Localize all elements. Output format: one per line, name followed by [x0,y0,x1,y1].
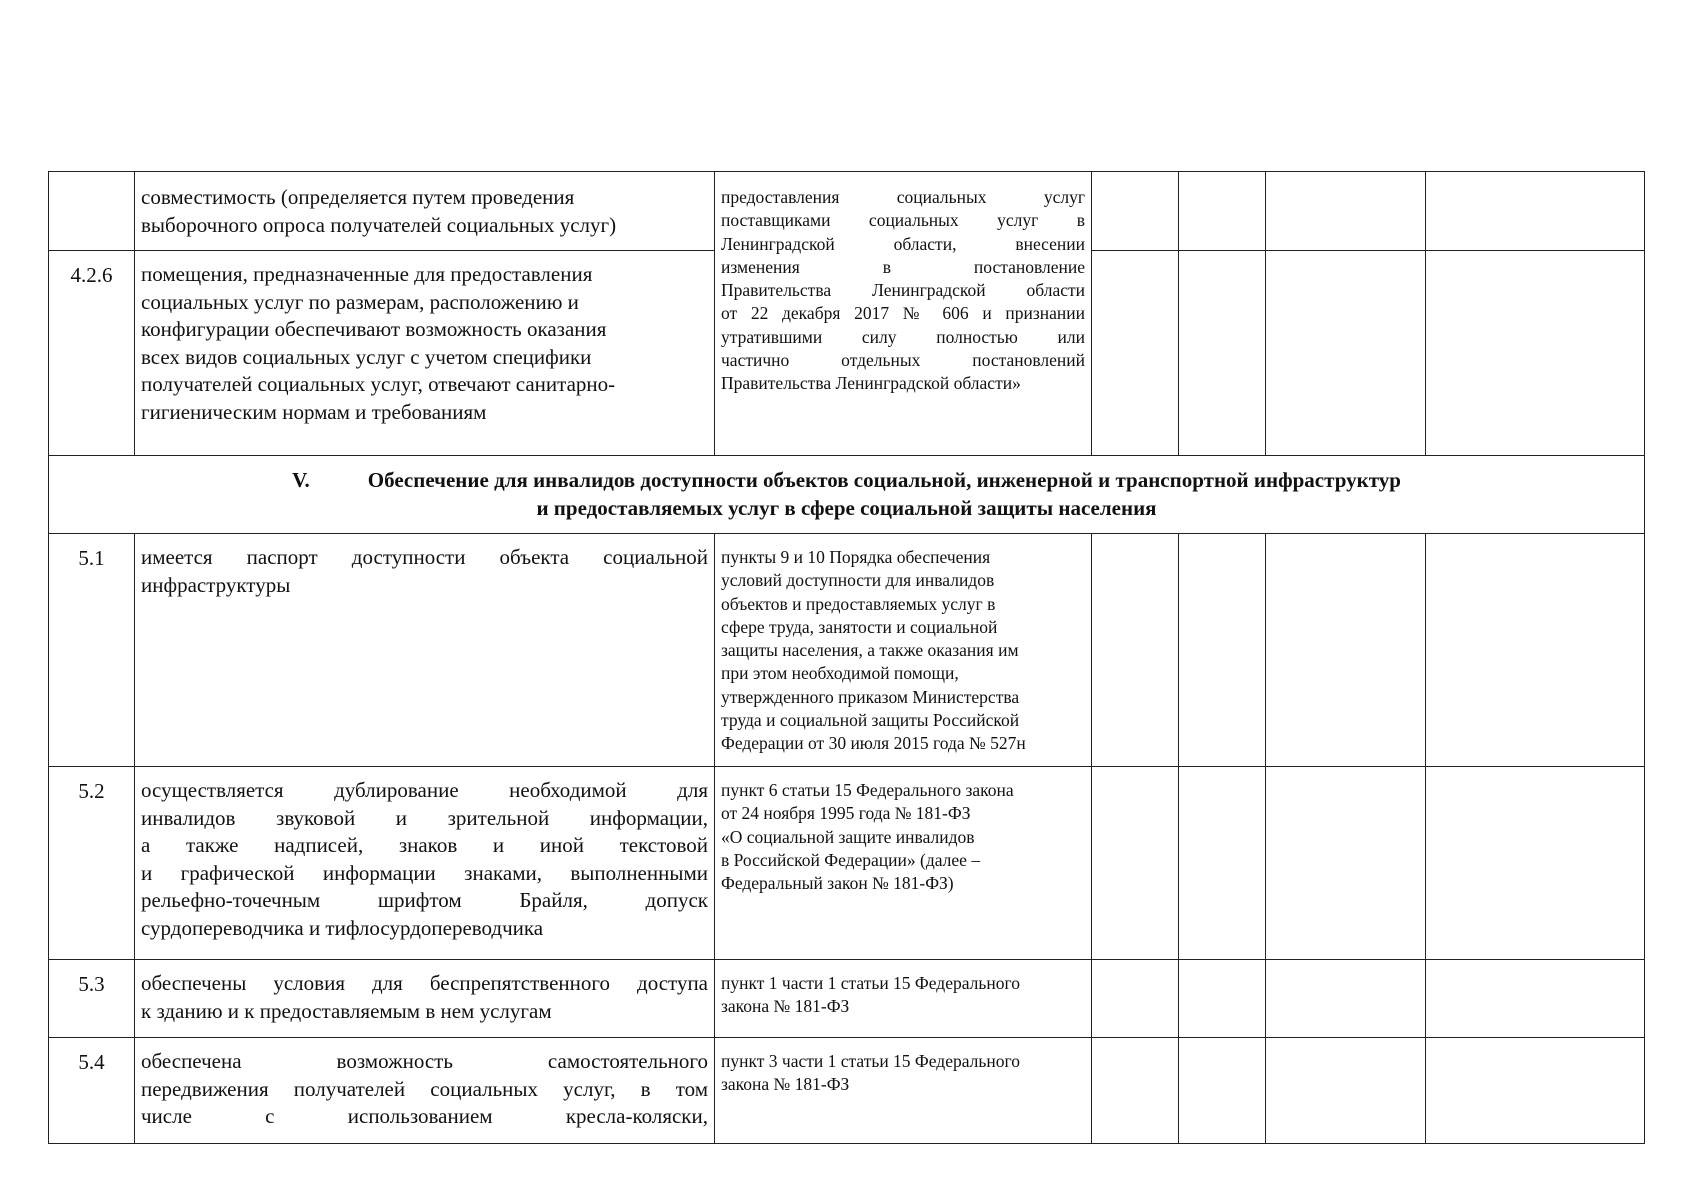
text-line: инвалидов звуковой и зрительной информации, [141,805,708,830]
text-line: от 22 декабря 2017 № 606 и признании [721,303,1085,324]
text-line: осуществляется дублирование необходимой для [141,778,708,802]
text-line: передвижения получателей социальных услуг, в том [141,1076,708,1101]
text-line: сфере труда, занятости и социальной [721,616,998,637]
section-title-line-1 [55,466,1638,494]
empty-cell [1179,960,1266,1038]
empty-cell [1179,1038,1266,1144]
empty-cell [1426,251,1645,456]
text-line: пункты 9 и 10 Порядка обеспечения [721,547,991,567]
text-line: обеспечены условия для беспрепятственного доступа [141,971,708,995]
item-number-cell: 5.3 [49,960,135,1038]
requirement-cell [135,172,715,251]
section-heading [49,456,1645,534]
table-row [49,534,1645,767]
text-line: пункт 3 части 1 статьи 15 Федерального [721,1051,1020,1071]
text-line: получателей социальных услуг, отвечают санитарно- [141,372,616,396]
text-line: выборочного опроса получателей социальных услуг) [141,212,617,237]
text-line: гигиеническим нормам и требованиям [141,399,487,424]
empty-cell [1266,1038,1426,1144]
table-row [49,960,1645,1038]
empty-cell [1092,534,1179,767]
item-number-cell: 5.4 [49,1038,135,1144]
empty-cell [1426,172,1645,251]
text-line: Федеральный закон № 181-ФЗ) [721,873,954,894]
text-line: предоставления социальных услуг [721,187,1085,207]
requirement-cell [135,251,715,456]
text-line: рельефно-точечным шрифтом Брайля, допуск [141,888,708,912]
section-header-row [49,456,1645,534]
requirement-cell [135,960,715,1038]
empty-cell [1092,172,1179,251]
empty-cell [1092,960,1179,1038]
text-line: имеется паспорт доступности объекта социальной [141,545,708,569]
text-line: пункт 6 статьи 15 Федерального закона [721,780,1014,800]
text-line: условий доступности для инвалидов [721,570,995,591]
empty-cell [1179,534,1266,767]
text-line: пункт 1 части 1 статьи 15 Федерального [721,973,1020,993]
checklist-table [48,171,1645,1144]
text-line: социальных услуг по размерам, расположению и [141,289,579,314]
empty-cell [1426,767,1645,960]
text-line: всех видов социальных услуг с учетом специфики [141,344,592,369]
text-line: числе с использованием кресла-коляски, [141,1104,708,1128]
text-line: обеспечена возможность самостоятельного [141,1049,708,1073]
empty-cell [1426,534,1645,767]
text-line: утратившими силу полностью или [721,326,1085,347]
text-line: закона № 181-ФЗ [721,996,850,1017]
empty-cell [1266,960,1426,1038]
section-title: Обеспечение для инвалидов доступности объектов социальной, инженерной и транспортной инфраструктур [367,468,1401,492]
text-line: утвержденного приказом Министерства [721,686,1020,707]
empty-cell [1266,767,1426,960]
text-line: Ленинградской области, внесении [721,233,1085,254]
table-row [49,172,1645,251]
text-line: при этом необходимой помощи, [721,663,959,684]
text-line: совместимость (определяется путем проведения [141,185,575,209]
empty-cell [1092,251,1179,456]
empty-cell [1426,1038,1645,1144]
item-number-cell: 5.1 [49,534,135,767]
reference-cell [715,172,1092,456]
empty-cell [1426,960,1645,1038]
text-line: инфраструктуры [141,572,291,597]
section-title-line-2: и предоставляемых услуг в сфере социальной защиты населения [536,496,1157,520]
text-line: сурдопереводчика и тифлосурдопереводчика [141,915,544,940]
requirement-cell [135,767,715,960]
empty-cell [1179,767,1266,960]
reference-cell [715,1038,1092,1144]
text-line: частично отдельных постановлений [721,350,1085,371]
empty-cell [1092,1038,1179,1144]
section-number: V. [292,468,310,492]
text-line: а также надписей, знаков и иной текстовой [141,833,708,857]
text-line: поставщиками социальных услуг в [721,210,1085,231]
empty-cell [1092,767,1179,960]
empty-cell [1266,172,1426,251]
requirement-cell [135,534,715,767]
item-number-cell [49,172,135,251]
reference-cell [715,767,1092,960]
text-line: объектов и предоставляемых услуг в [721,593,996,614]
text-line: труда и социальной защиты Российской [721,710,1020,731]
empty-cell [1266,251,1426,456]
text-line: Правительства Ленинградской области [721,280,1085,301]
reference-cell [715,534,1092,767]
text-line: к зданию и к предоставляемым в нем услугам [141,998,552,1023]
empty-cell [1266,534,1426,767]
text-line: Правительства Ленинградской области» [721,373,1021,394]
text-line: в Российской Федерации» (далее – [721,849,981,870]
text-line: защиты населения, а также оказания им [721,640,1019,661]
requirement-cell [135,1038,715,1144]
item-number-cell: 5.2 [49,767,135,960]
text-line: от 24 ноября 1995 года № 181-ФЗ [721,803,971,824]
text-line: «О социальной защите инвалидов [721,826,975,847]
item-number-cell: 4.2.6 [49,251,135,456]
empty-cell [1179,251,1266,456]
reference-cell [715,960,1092,1038]
table-row [49,1038,1645,1144]
text-line: изменения в постановление [721,256,1085,277]
empty-cell [1179,172,1266,251]
table-row [49,767,1645,960]
text-line: закона № 181-ФЗ [721,1074,850,1095]
text-line: Федерации от 30 июля 2015 года № 527н [721,733,1026,754]
text-line: и графической информации знаками, выполненными [141,860,708,885]
text-line: конфигурации обеспечивают возможность оказания [141,317,607,341]
text-line: помещения, предназначенные для предоставления [141,262,593,286]
